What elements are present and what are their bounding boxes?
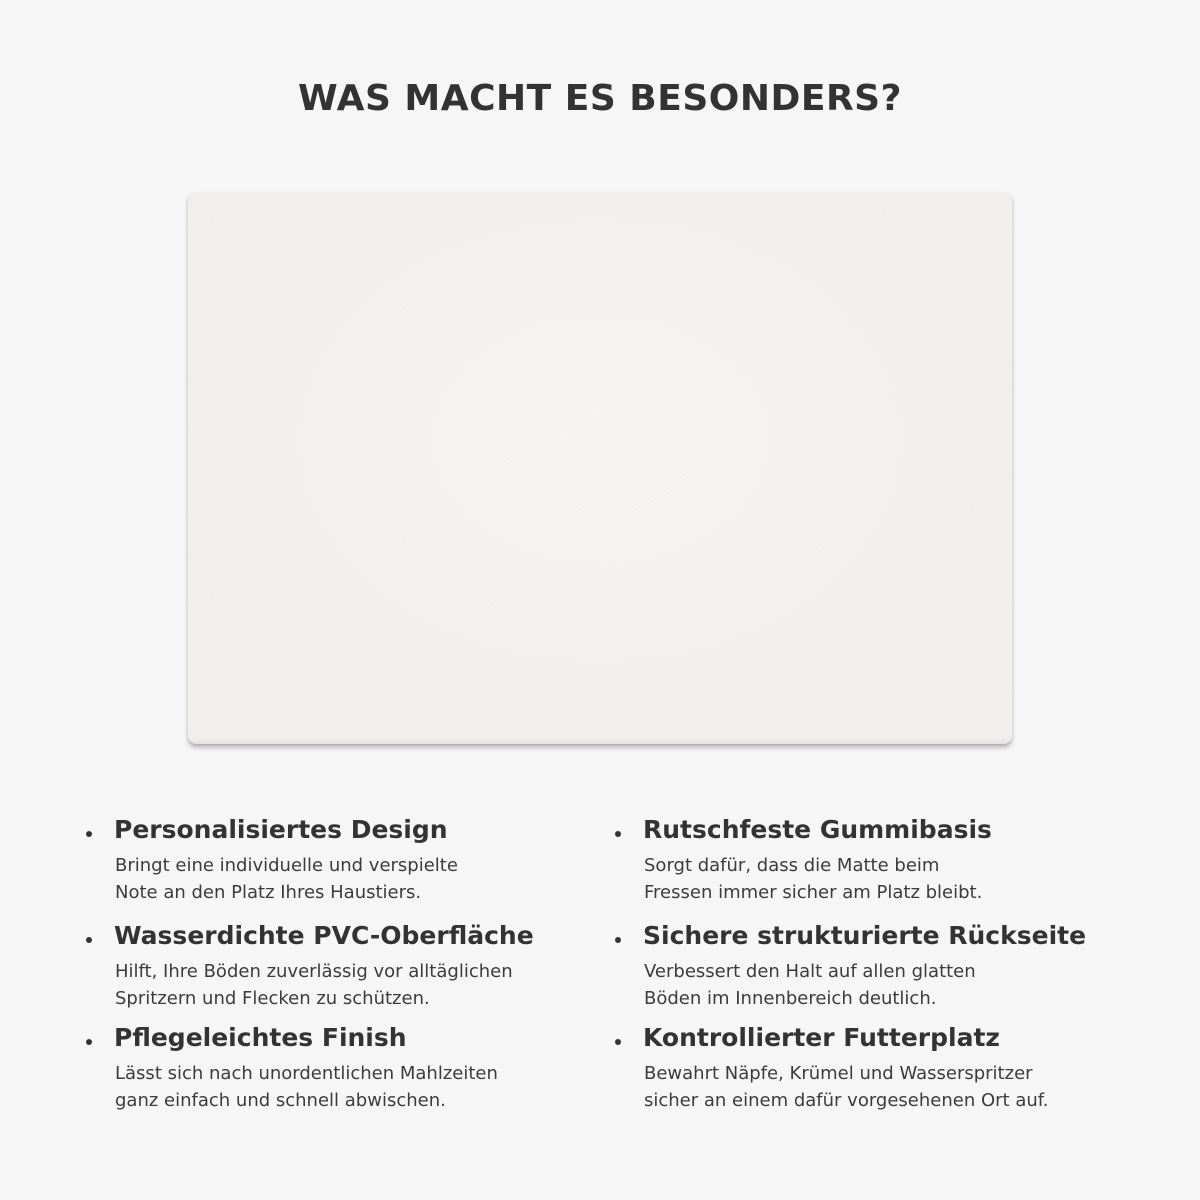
feature-description: Bewahrt Näpfe, Krümel und Wasserspritzer sicher an einem dafür vorgesehenen Ort auf. — [644, 1063, 1049, 1111]
feature-title: Kontrollierter Futterplatz — [643, 1023, 1000, 1052]
feature-title: Rutschfeste Gummibasis — [643, 815, 992, 844]
feature-description: Bringt eine individuelle und verspielte Note an den Platz Ihres Haustiers. — [115, 855, 458, 903]
bullet-icon — [86, 831, 92, 837]
feature-title: Pflegeleichtes Finish — [114, 1023, 407, 1052]
feature-title: Personalisiertes Design — [114, 815, 448, 844]
bullet-icon — [615, 937, 621, 943]
feature-description: Hilft, Ihre Böden zuverlässig vor alltäglichen Spritzern und Flecken zu schützen. — [115, 961, 513, 1009]
blank-mat-image — [188, 192, 1012, 744]
feature-description: Lässt sich nach unordentlichen Mahlzeiten ganz einfach und schnell abwischen. — [115, 1063, 498, 1111]
bullet-icon — [86, 937, 92, 943]
page-heading: WAS MACHT ES BESONDERS? — [298, 78, 902, 119]
feature-description: Verbessert den Halt auf allen glatten Böden im Innenbereich deutlich. — [644, 961, 976, 1009]
feature-title: Wasserdichte PVC-Oberfläche — [114, 921, 534, 950]
bullet-icon — [615, 1039, 621, 1045]
feature-description: Sorgt dafür, dass die Matte beim Fressen immer sicher am Platz bleibt. — [644, 855, 983, 903]
bullet-icon — [86, 1039, 92, 1045]
feature-title: Sichere strukturierte Rückseite — [643, 921, 1087, 950]
bullet-icon — [615, 831, 621, 837]
